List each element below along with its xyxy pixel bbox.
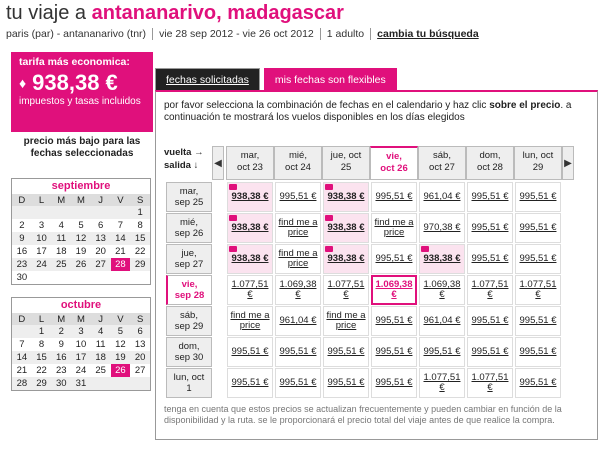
price-tag-icon: ♦: [19, 75, 27, 91]
price-cell[interactable]: [323, 182, 369, 212]
flexible-dates-panel: [155, 68, 598, 440]
price-value: 1.069,38 €: [375, 279, 413, 300]
price-cell[interactable]: [371, 244, 417, 274]
calendar-day[interactable]: 3: [71, 325, 91, 338]
calendar-day[interactable]: 26: [111, 364, 131, 377]
axis-labels: [164, 146, 204, 172]
instructions-bold: sobre el precio: [489, 100, 561, 111]
price-cell[interactable]: [275, 275, 321, 305]
calendar-day: [12, 325, 32, 338]
weekday-header: M: [51, 194, 71, 206]
weekday-header: J: [91, 313, 111, 325]
dates-text: vie 28 sep 2012 - vie 26 oct 2012: [152, 28, 320, 40]
price-value: 995,51 €: [279, 346, 317, 357]
price-cell[interactable]: [515, 306, 561, 336]
calendar-day[interactable]: 1: [130, 206, 150, 219]
price-cell[interactable]: [419, 368, 465, 398]
price-value: 961,04 €: [423, 191, 461, 202]
passengers-text: 1 adulto: [320, 28, 370, 40]
price-value: 995,51 €: [375, 191, 413, 202]
weekday-header: L: [32, 194, 52, 206]
price-cell[interactable]: [227, 368, 273, 398]
price-cell[interactable]: [467, 306, 513, 336]
price-value: 961,04 €: [279, 315, 317, 326]
calendar-day: [130, 377, 150, 390]
price-cell[interactable]: [419, 275, 465, 305]
price-tag-icon: [325, 215, 333, 221]
page-title: [6, 2, 344, 25]
price-cell[interactable]: [371, 306, 417, 336]
calendar-day[interactable]: 16: [12, 245, 32, 258]
fare-price-row: [19, 70, 145, 96]
price-cell[interactable]: [515, 368, 561, 398]
price-value: 995,51 €: [471, 346, 509, 357]
price-value: 938,38 €: [327, 222, 365, 233]
calendar-day[interactable]: 11: [91, 338, 111, 351]
calendar-day[interactable]: 20: [91, 245, 111, 258]
price-cell[interactable]: [371, 368, 417, 398]
tab-requested-dates[interactable]: fechas solicitadas: [155, 68, 260, 90]
price-cell[interactable]: [275, 244, 321, 274]
change-search-link[interactable]: cambia tu búsqueda: [370, 28, 485, 40]
calendar-day[interactable]: 24: [71, 364, 91, 377]
calendar-day: [71, 206, 91, 219]
depart-date-row-header: dom, sep 30: [166, 337, 212, 367]
instructions-text-end: . a continuación te mostrará los vuelos disponibles en los días elegidos: [164, 100, 572, 123]
calendar-day: [32, 206, 52, 219]
price-value: 1.069,38 €: [279, 279, 317, 300]
depart-axis-label: salida: [164, 160, 191, 171]
fare-price: 938,38 €: [32, 70, 118, 95]
return-date-column-header: sáb, oct 27: [418, 146, 466, 180]
return-date-column-header: vie, oct 26: [370, 146, 418, 180]
weekday-header: V: [111, 194, 131, 206]
weekday-header: M: [71, 313, 91, 325]
price-value: 995,51 €: [231, 346, 269, 357]
calendar-day[interactable]: 19: [111, 351, 131, 364]
price-value: 995,51 €: [423, 346, 461, 357]
calendar-day[interactable]: 12: [71, 232, 91, 245]
price-value: 938,38 €: [327, 191, 365, 202]
price-cell[interactable]: [323, 275, 369, 305]
price-tag-icon: [229, 184, 237, 190]
price-value: 1.077,51 €: [519, 279, 557, 300]
price-cell[interactable]: [419, 244, 465, 274]
instructions: [164, 100, 592, 124]
price-value: 995,51 €: [327, 377, 365, 388]
calendar-day[interactable]: 17: [32, 245, 52, 258]
weekday-header: S: [130, 313, 150, 325]
calendar-day[interactable]: 5: [71, 219, 91, 232]
calendar-day: [71, 271, 91, 284]
calendar-day: [12, 206, 32, 219]
calendar-day[interactable]: 24: [32, 258, 52, 271]
calendar-day[interactable]: 10: [71, 338, 91, 351]
price-cell[interactable]: [419, 213, 465, 243]
return-axis-label: vuelta: [164, 147, 192, 158]
calendar-day[interactable]: 25: [51, 258, 71, 271]
price-cell[interactable]: [515, 182, 561, 212]
depart-date-row-header: mié, sep 26: [166, 213, 212, 243]
price-value: 995,51 €: [519, 315, 557, 326]
price-cell[interactable]: [515, 275, 561, 305]
calendar-day[interactable]: 4: [91, 325, 111, 338]
lowest-price-note: precio más bajo para las fechas seleccionadas: [23, 136, 141, 159]
price-cell[interactable]: [227, 213, 273, 243]
price-value: 995,51 €: [519, 346, 557, 357]
price-value: 995,51 €: [471, 315, 509, 326]
calendar-day[interactable]: 9: [51, 338, 71, 351]
price-cell[interactable]: [275, 306, 321, 336]
calendar-day[interactable]: 22: [130, 245, 150, 258]
weekday-header: L: [32, 313, 52, 325]
price-value: 1.077,51 €: [423, 372, 461, 393]
price-cell[interactable]: [467, 244, 513, 274]
weekday-header: J: [91, 194, 111, 206]
calendar-day[interactable]: 6: [130, 325, 150, 338]
calendar-day[interactable]: 29: [32, 377, 52, 390]
calendar-day[interactable]: 31: [71, 377, 91, 390]
price-value: 1.077,51 €: [231, 279, 269, 300]
fare-label: tarifa más economica:: [19, 56, 130, 68]
arrow-down-icon: ↓: [193, 160, 199, 171]
calendar-day[interactable]: 30: [51, 377, 71, 390]
calendar-month-title: octubre: [12, 298, 150, 313]
price-cell[interactable]: [371, 182, 417, 212]
weekday-header: V: [111, 313, 131, 325]
price-value: find me a price: [326, 310, 366, 331]
calendar-day: [111, 271, 131, 284]
price-value: 995,51 €: [375, 253, 413, 264]
calendar-day[interactable]: 18: [91, 351, 111, 364]
calendar-day[interactable]: 14: [12, 351, 32, 364]
calendar-day[interactable]: 29: [130, 258, 150, 271]
calendar-day[interactable]: 12: [111, 338, 131, 351]
price-cell[interactable]: [467, 368, 513, 398]
price-value: 995,51 €: [471, 253, 509, 264]
price-value: 995,51 €: [231, 377, 269, 388]
calendar-day[interactable]: 15: [32, 351, 52, 364]
calendar-day[interactable]: 23: [51, 364, 71, 377]
calendar-day[interactable]: 19: [71, 245, 91, 258]
return-date-column-header: dom, oct 28: [466, 146, 514, 180]
price-tag-icon: [421, 246, 429, 252]
price-cell[interactable]: [467, 337, 513, 367]
price-cell[interactable]: [227, 244, 273, 274]
price-value: 995,51 €: [519, 191, 557, 202]
price-cell[interactable]: [371, 337, 417, 367]
calendar-day[interactable]: 5: [111, 325, 131, 338]
price-cell[interactable]: [323, 306, 369, 336]
calendar-day[interactable]: 18: [51, 245, 71, 258]
calendar-day: [32, 271, 52, 284]
calendar-day[interactable]: 27: [91, 258, 111, 271]
price-cell[interactable]: [419, 306, 465, 336]
price-value: 1.077,51 €: [471, 279, 509, 300]
calendar-day[interactable]: 17: [71, 351, 91, 364]
calendar-day[interactable]: 8: [130, 219, 150, 232]
calendar-day: [91, 377, 111, 390]
price-cell[interactable]: [371, 275, 417, 305]
calendar-day[interactable]: 7: [111, 219, 131, 232]
calendar-day: [51, 206, 71, 219]
calendar-october: [11, 297, 151, 391]
calendar-day[interactable]: 7: [12, 338, 32, 351]
calendar-day[interactable]: 27: [130, 364, 150, 377]
calendar-day[interactable]: 30: [12, 271, 32, 284]
price-value: 995,51 €: [279, 191, 317, 202]
cheapest-fare-box: [11, 52, 153, 132]
return-date-column-header: jue, oct 25: [322, 146, 370, 180]
price-value: 1.077,51 €: [471, 372, 509, 393]
instructions-text: por favor selecciona la combinación de fechas en el calendario y haz clic: [164, 100, 490, 111]
route-text: paris (par) - antananarivo (tnr): [6, 28, 147, 40]
calendar-day[interactable]: 21: [111, 245, 131, 258]
price-cell[interactable]: [227, 337, 273, 367]
weekday-header: M: [51, 313, 71, 325]
price-value: find me a price: [374, 217, 414, 238]
price-value: 995,51 €: [471, 191, 509, 202]
calendar-day[interactable]: 14: [111, 232, 131, 245]
price-value: 970,38 €: [423, 222, 461, 233]
return-date-column-header: mar, oct 23: [226, 146, 274, 180]
calendar-day[interactable]: 21: [12, 364, 32, 377]
calendar-day[interactable]: 13: [91, 232, 111, 245]
price-value: 938,38 €: [423, 253, 461, 264]
depart-date-row-header: lun, oct 1: [166, 368, 212, 398]
price-cell[interactable]: [227, 182, 273, 212]
price-tag-icon: [229, 246, 237, 252]
price-value: 995,51 €: [375, 315, 413, 326]
price-cell[interactable]: [515, 337, 561, 367]
calendar-day[interactable]: 26: [71, 258, 91, 271]
depart-date-row-header: jue, sep 27: [166, 244, 212, 274]
search-summary: [6, 28, 485, 40]
calendar-day[interactable]: 15: [130, 232, 150, 245]
calendar-day[interactable]: 13: [130, 338, 150, 351]
calendar-day[interactable]: 28: [12, 377, 32, 390]
price-value: find me a price: [278, 217, 318, 238]
price-tag-icon: [325, 246, 333, 252]
price-value: 938,38 €: [231, 191, 269, 202]
title-destination: antananarivo, madagascar: [91, 2, 344, 24]
price-value: 938,38 €: [231, 222, 269, 233]
price-value: 995,51 €: [327, 346, 365, 357]
return-date-column-header: mié, oct 24: [274, 146, 322, 180]
price-cell[interactable]: [227, 306, 273, 336]
price-cell[interactable]: [323, 337, 369, 367]
calendar-day[interactable]: 6: [91, 219, 111, 232]
weekday-header: S: [130, 194, 150, 206]
price-cell[interactable]: [467, 275, 513, 305]
calendar-day[interactable]: 3: [32, 219, 52, 232]
depart-date-row-header: mar, sep 25: [166, 182, 212, 212]
price-cell[interactable]: [227, 275, 273, 305]
price-cell[interactable]: [275, 337, 321, 367]
price-value: 995,51 €: [471, 222, 509, 233]
calendar-day[interactable]: 8: [32, 338, 52, 351]
price-cell[interactable]: [371, 213, 417, 243]
footnote: tenga en cuenta que estos precios se actualizan frecuentemente y pueden cambiar en función de la disponibilidad y la ruta. se le proporcionará el precio total del viaje antes de que realice la compra.: [164, 404, 562, 425]
weekday-header: M: [71, 194, 91, 206]
calendar-day[interactable]: 16: [51, 351, 71, 364]
price-value: 995,51 €: [519, 222, 557, 233]
depart-date-row-header: vie, sep 28: [166, 275, 212, 305]
weekday-header: D: [12, 313, 32, 325]
return-date-column-header: lun, oct 29: [514, 146, 562, 180]
calendar-day: [111, 377, 131, 390]
price-value: 995,51 €: [375, 346, 413, 357]
calendar-day[interactable]: 23: [12, 258, 32, 271]
calendar-day[interactable]: 11: [51, 232, 71, 245]
calendar-day[interactable]: 9: [12, 232, 32, 245]
price-cell[interactable]: [275, 368, 321, 398]
title-prefix: tu viaje a: [6, 2, 92, 24]
calendar-day[interactable]: 22: [32, 364, 52, 377]
price-cell[interactable]: [467, 213, 513, 243]
price-value: 995,51 €: [375, 377, 413, 388]
price-value: find me a price: [230, 310, 270, 331]
calendar-month-title: septiembre: [12, 179, 150, 194]
calendar-day[interactable]: 4: [51, 219, 71, 232]
prev-dates-arrow-icon[interactable]: ◀: [212, 146, 224, 180]
calendar-day: [111, 206, 131, 219]
price-tag-icon: [325, 184, 333, 190]
price-cell[interactable]: [515, 213, 561, 243]
weekday-header: D: [12, 194, 32, 206]
calendar-day[interactable]: 10: [32, 232, 52, 245]
price-cell[interactable]: [323, 244, 369, 274]
calendar-september: [11, 178, 151, 285]
price-value: 995,51 €: [519, 377, 557, 388]
date-tabs: [155, 68, 397, 90]
calendar-day[interactable]: 2: [12, 219, 32, 232]
price-value: 961,04 €: [423, 315, 461, 326]
calendar-day[interactable]: 1: [32, 325, 52, 338]
price-value: 938,38 €: [327, 253, 365, 264]
calendar-day: [91, 206, 111, 219]
price-value: 938,38 €: [231, 253, 269, 264]
price-cell[interactable]: [515, 244, 561, 274]
calendar-day: [51, 271, 71, 284]
fare-note: impuestos y tasas incluidos: [19, 96, 141, 107]
calendar-day[interactable]: 25: [91, 364, 111, 377]
price-tag-icon: [229, 215, 237, 221]
price-cell[interactable]: [275, 182, 321, 212]
depart-date-row-header: sáb, sep 29: [166, 306, 212, 336]
tab-flexible-dates[interactable]: mis fechas son flexibles: [264, 68, 397, 90]
price-value: find me a price: [278, 248, 318, 269]
price-value: 995,51 €: [279, 377, 317, 388]
price-cell[interactable]: [419, 337, 465, 367]
price-value: 1.069,38 €: [423, 279, 461, 300]
price-cell[interactable]: [419, 182, 465, 212]
price-matrix-box: [155, 90, 598, 440]
calendar-day[interactable]: 20: [130, 351, 150, 364]
price-value: 1.077,51 €: [327, 279, 365, 300]
price-value: 995,51 €: [519, 253, 557, 264]
price-cell[interactable]: [323, 213, 369, 243]
calendar-day[interactable]: 28: [111, 258, 131, 271]
calendar-day[interactable]: 2: [51, 325, 71, 338]
calendar-day: [130, 271, 150, 284]
calendar-day: [91, 271, 111, 284]
price-cell[interactable]: [467, 182, 513, 212]
price-cell[interactable]: [275, 213, 321, 243]
arrow-right-icon: →: [194, 147, 204, 158]
next-dates-arrow-icon[interactable]: ▶: [562, 146, 574, 180]
price-cell[interactable]: [323, 368, 369, 398]
